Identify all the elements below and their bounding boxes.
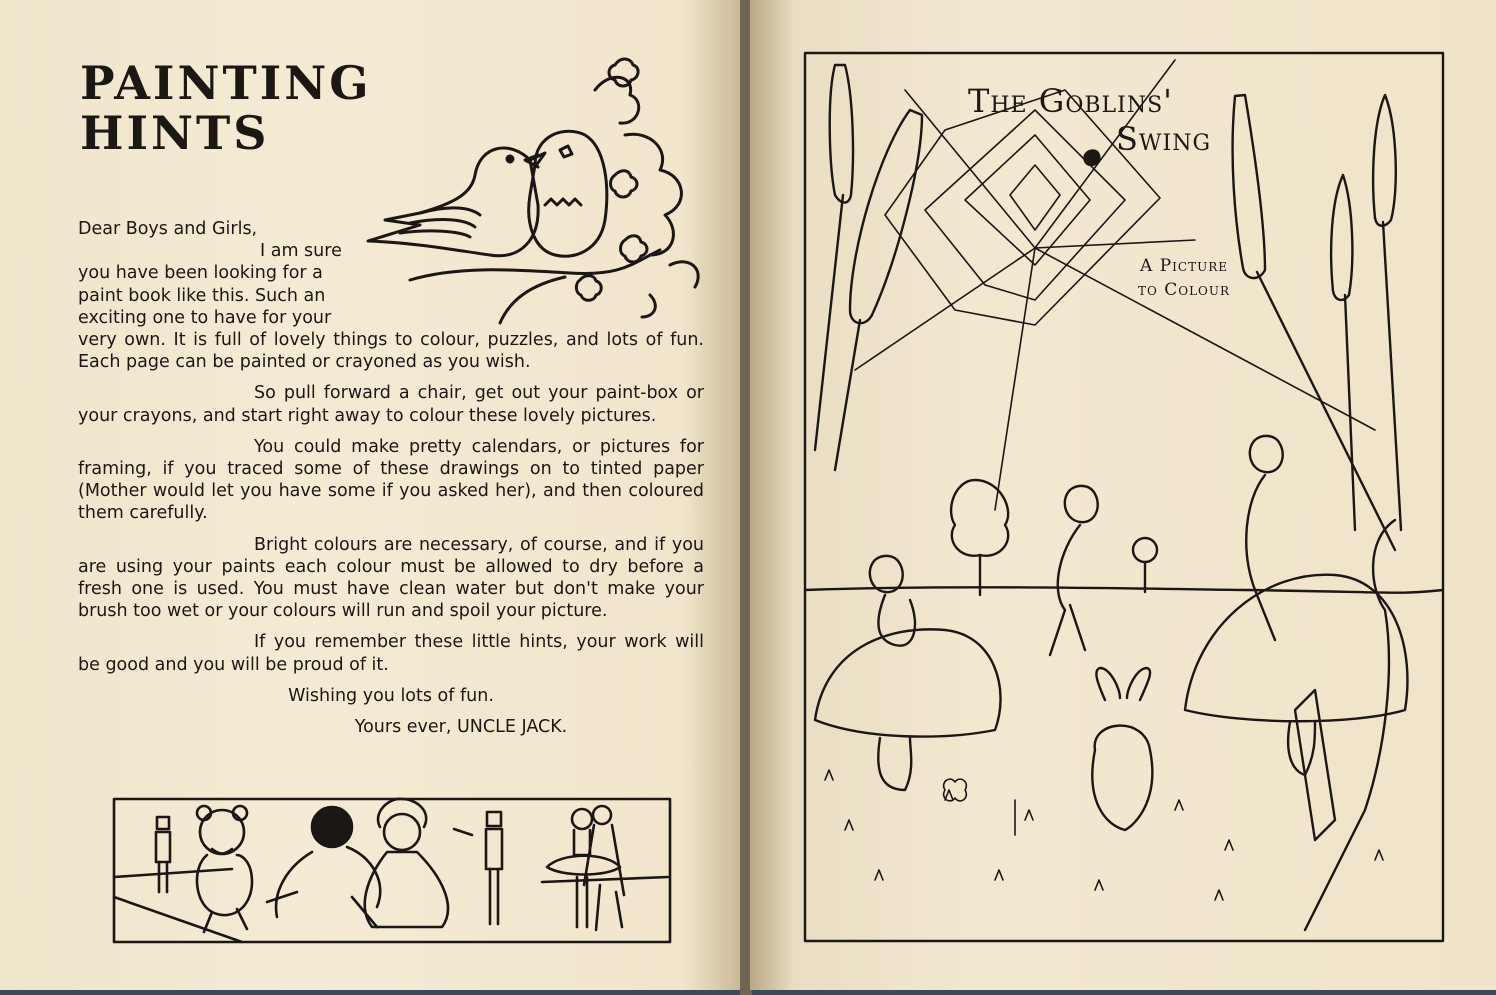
letter-line-4: exciting one to have for your <box>78 307 332 328</box>
paragraph-5: If you remember these little hints, your work will be good and you will be proud of it. <box>78 632 704 675</box>
closing-wish: Wishing you lots of fun. <box>288 685 494 706</box>
picture-subtitle <box>1138 254 1230 302</box>
title-line-1: PAINTING <box>80 56 372 110</box>
picture-title <box>968 82 1211 158</box>
signature: Yours ever, UNCLE JACK. <box>354 717 568 738</box>
toys-illustration <box>112 797 672 944</box>
letter-line-3: paint book like this. Such an <box>78 285 326 306</box>
paragraph-3: You could make pretty calendars, or pictures for framing, if you traced some of these drawings on to tinted paper (Mother would let you have some if you asked her), and then coloured them carefully. <box>78 436 704 524</box>
paragraph-2: So pull forward a chair, get out your paint-box or your crayons, and start right away to colour these lovely pictures. <box>78 383 704 426</box>
letter-line-1: I am sure <box>260 241 342 262</box>
salutation: Dear Boys and Girls, <box>78 219 258 239</box>
title-line-2: HINTS <box>80 106 270 160</box>
page-title <box>80 58 372 158</box>
paragraph-4: Bright colours are necessary, of course, and if you are using your paints each colour must be allowed to dry before a fresh one is used. You must have clean water but don't make your brush too wet or your colours will run and spoil your picture. <box>78 534 704 622</box>
goblins-swing-illustration <box>795 50 1447 948</box>
subtitle-line-1: A Picture <box>1140 256 1228 276</box>
paragraph-1-rest: very own. It is full of lovely things to colour, puzzles, and lots of fun. Each page can be painted or crayoned as you wish. <box>78 330 704 373</box>
letter-text <box>78 218 704 738</box>
subtitle-line-2: to Colour <box>1138 280 1231 300</box>
letter-line-2: you have been looking for a <box>78 263 323 284</box>
picture-title-line-1: The Goblins' <box>968 82 1173 120</box>
picture-title-line-2: Swing <box>1116 120 1212 158</box>
left-page <box>0 0 742 990</box>
